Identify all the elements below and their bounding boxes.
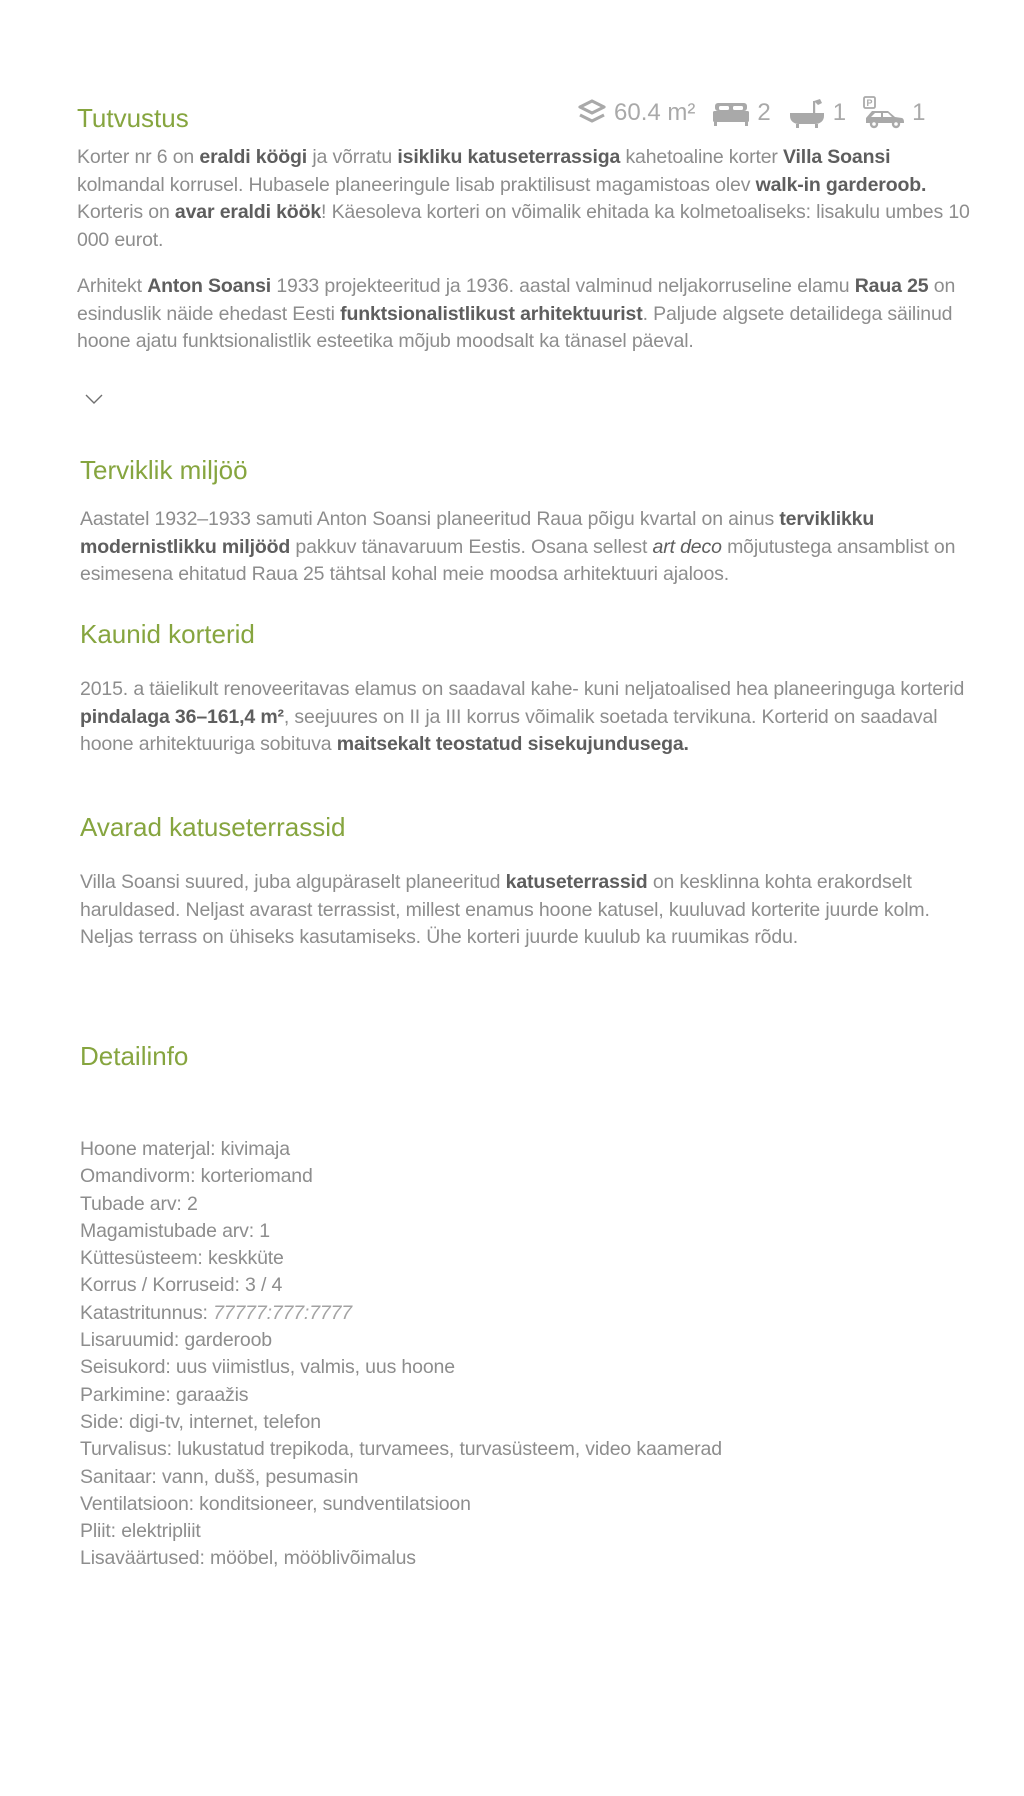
bedrooms-value: 2 — [757, 99, 771, 126]
detail-item — [80, 1382, 722, 1409]
emphasis-text: katuseterrassid — [505, 871, 648, 893]
detail-value: 77777:777:7777 — [213, 1301, 352, 1324]
apartment-stats — [576, 96, 941, 130]
chevron-down-icon[interactable] — [84, 392, 104, 406]
detail-item — [80, 1272, 722, 1299]
detail-label: Katastritunnus: — [80, 1301, 214, 1324]
section-body-milieu — [80, 506, 980, 589]
svg-text:P: P — [866, 98, 873, 108]
detail-item — [80, 1545, 722, 1572]
body-text: pakkuv tänavaruum Eestis. Osana sellest — [290, 535, 653, 558]
emphasis-text: walk-in garderoob. — [755, 173, 927, 196]
stat-bedrooms — [711, 96, 770, 130]
detail-item — [80, 1518, 722, 1545]
stat-area — [576, 96, 695, 130]
area-value: 60.4 m² — [614, 99, 696, 126]
emphasis-text: Villa Soansi — [783, 146, 891, 168]
emphasis-text: isikliku katuseterrassiga — [397, 146, 621, 168]
body-text: Korteris on — [77, 201, 175, 224]
section-heading-apartments: Kaunid korterid — [80, 619, 255, 649]
emphasis-text: terviklikku modernistlikku miljööd — [80, 508, 875, 558]
detail-item — [80, 1491, 722, 1518]
body-text: kolmandal korrusel. Hubasele planeeringule lisab praktilisust magamistoas olev — [77, 173, 756, 196]
parking-value: 1 — [912, 99, 926, 126]
section-body-terraces — [80, 869, 980, 952]
bathrooms-value: 1 — [832, 99, 847, 126]
detail-value: keskküte — [207, 1247, 284, 1270]
body-text: ja võrratu — [307, 146, 398, 168]
stat-parking — [862, 96, 925, 130]
emphasis-text: eraldi köögi — [199, 146, 308, 168]
section-heading-terraces: Avarad katuseterrassid — [80, 812, 346, 842]
detail-label: Tubade arv: — [80, 1192, 187, 1215]
detail-item — [80, 1163, 722, 1190]
detail-value: uus viimistlus, valmis, uus hoone — [175, 1356, 455, 1379]
emphasis-text: funktsionalistlikust arhitektuurist — [340, 302, 643, 325]
body-text: Aastatel 1932–1933 samuti Anton Soansi planeeritud Raua põigu kvartal on ainus — [80, 508, 780, 530]
section-body-apartments — [80, 676, 980, 759]
detail-item — [80, 1136, 722, 1163]
body-text: Villa Soansi suured, juba algupäraselt planeeritud — [80, 871, 506, 893]
detail-item — [80, 1327, 722, 1354]
detail-value: elektripliit — [121, 1520, 201, 1543]
detail-value: lukustatud trepikoda, turvamees, turvasüsteem, video kaamerad — [177, 1438, 722, 1461]
detail-label: Parkimine: — [80, 1383, 176, 1406]
detail-label: Lisaruumid: — [80, 1329, 185, 1352]
intro-paragraph-1 — [77, 144, 977, 254]
body-text: 2015. a täielikult renoveeritavas elamus on saadaval kahe- kuni neljatoalised hea planeeringuga korterid — [80, 678, 965, 700]
details-heading: Detailinfo — [80, 1041, 189, 1071]
detail-item — [80, 1218, 722, 1245]
detail-value: mööbel, mööblivõimalus — [210, 1547, 416, 1570]
body-text: on esinduslik näide ehedast Eesti — [77, 275, 956, 325]
detail-label: Sanitaar: — [80, 1465, 162, 1488]
bathtub-icon — [787, 97, 827, 129]
detail-value: 3 / 4 — [244, 1274, 283, 1297]
detail-value: kivimaja — [220, 1138, 290, 1160]
emphasis-text: avar eraldi köök — [174, 201, 322, 224]
detail-label: Side: — [80, 1410, 129, 1433]
intro-paragraph-2 — [77, 273, 977, 356]
body-text: ! Käesoleva korteri on võimalik ehitada ka kolmetoaliseks: lisakulu umbes 10 000 eurot. — [77, 201, 970, 251]
detail-value: garderoob — [184, 1329, 272, 1352]
emphasis-text: maitsekalt teostatud sisekujundusega. — [336, 733, 689, 756]
body-text: kahetoaline korter — [620, 146, 784, 168]
detail-item — [80, 1300, 722, 1327]
detail-label: Ventilatsioon: — [80, 1492, 200, 1515]
body-text: Arhitekt — [77, 275, 148, 297]
detail-label: Lisaväärtused: — [80, 1547, 210, 1570]
detail-label: Turvalisus: — [80, 1438, 178, 1461]
body-text: Korter nr 6 on — [77, 146, 200, 168]
details-list — [80, 1136, 722, 1573]
detail-item — [80, 1409, 722, 1436]
bed-icon — [711, 98, 751, 128]
detail-value: garaažis — [175, 1383, 249, 1406]
floor-plan-icon — [576, 98, 608, 128]
emphasis-text: Raua 25 — [854, 275, 929, 297]
detail-label: Magamistubade arv: — [80, 1219, 260, 1242]
detail-label: Küttesüsteem: — [80, 1247, 208, 1270]
detail-value: digi-tv, internet, telefon — [128, 1410, 321, 1433]
detail-value: 2 — [186, 1192, 198, 1215]
parking-car-icon — [862, 96, 906, 130]
detail-value: korteriomand — [200, 1165, 313, 1188]
stat-bathrooms — [787, 96, 846, 130]
body-text: 1933 projekteeritud ja 1936. aastal valminud neljakorruseline elamu — [271, 275, 855, 297]
body-text: on kesklinna kohta erakordselt haruldased. Neljast avarast terrassist, millest enamus hoone katusel, kuuluvad korterite juurde kolm. Neljas terrass on ühiseks kasutamiseks. Ühe korteri juurde kuulub ka ruumikas rõdu. — [80, 871, 930, 949]
detail-item — [80, 1464, 722, 1491]
detail-label: Omandivorm: — [80, 1165, 201, 1188]
detail-label: Pliit: — [80, 1520, 122, 1543]
detail-item — [80, 1191, 722, 1218]
detail-value: konditsioneer, sundventilatsioon — [199, 1492, 471, 1515]
body-text: , seejuures on II ja III korrus võimalik soetada tervikuna. Korterid on saadaval hoone arhitektuuriga sobituva — [80, 705, 938, 756]
detail-value: 1 — [259, 1219, 270, 1242]
detail-label: Hoone materjal: — [80, 1138, 221, 1160]
detail-value: vann, dušš, pesumasin — [161, 1465, 359, 1488]
emphasis-text: Anton Soansi — [147, 275, 272, 297]
detail-item — [80, 1436, 722, 1463]
detail-label: Seisukord: — [80, 1356, 176, 1379]
detail-label: Korrus / Korruseid: — [80, 1274, 245, 1297]
detail-item — [80, 1245, 722, 1272]
body-text: mõjutustega ansamblist on esimesena ehitatud Raua 25 tähtsal kohal meie moodsa arhitektuuri ajaloos. — [80, 535, 956, 586]
italic-text: art deco — [652, 535, 722, 558]
emphasis-text: pindalaga 36–161,4 m² — [80, 705, 284, 728]
body-text: . Paljude algsete detailidega säilinud hoone ajatu funktsionalistlik esteetika mõjub moodsalt ka tänasel päeval. — [77, 302, 953, 353]
detail-item — [80, 1354, 722, 1381]
section-heading-milieu: Terviklik miljöö — [80, 455, 248, 485]
intro-heading: Tutvustus — [77, 103, 189, 133]
